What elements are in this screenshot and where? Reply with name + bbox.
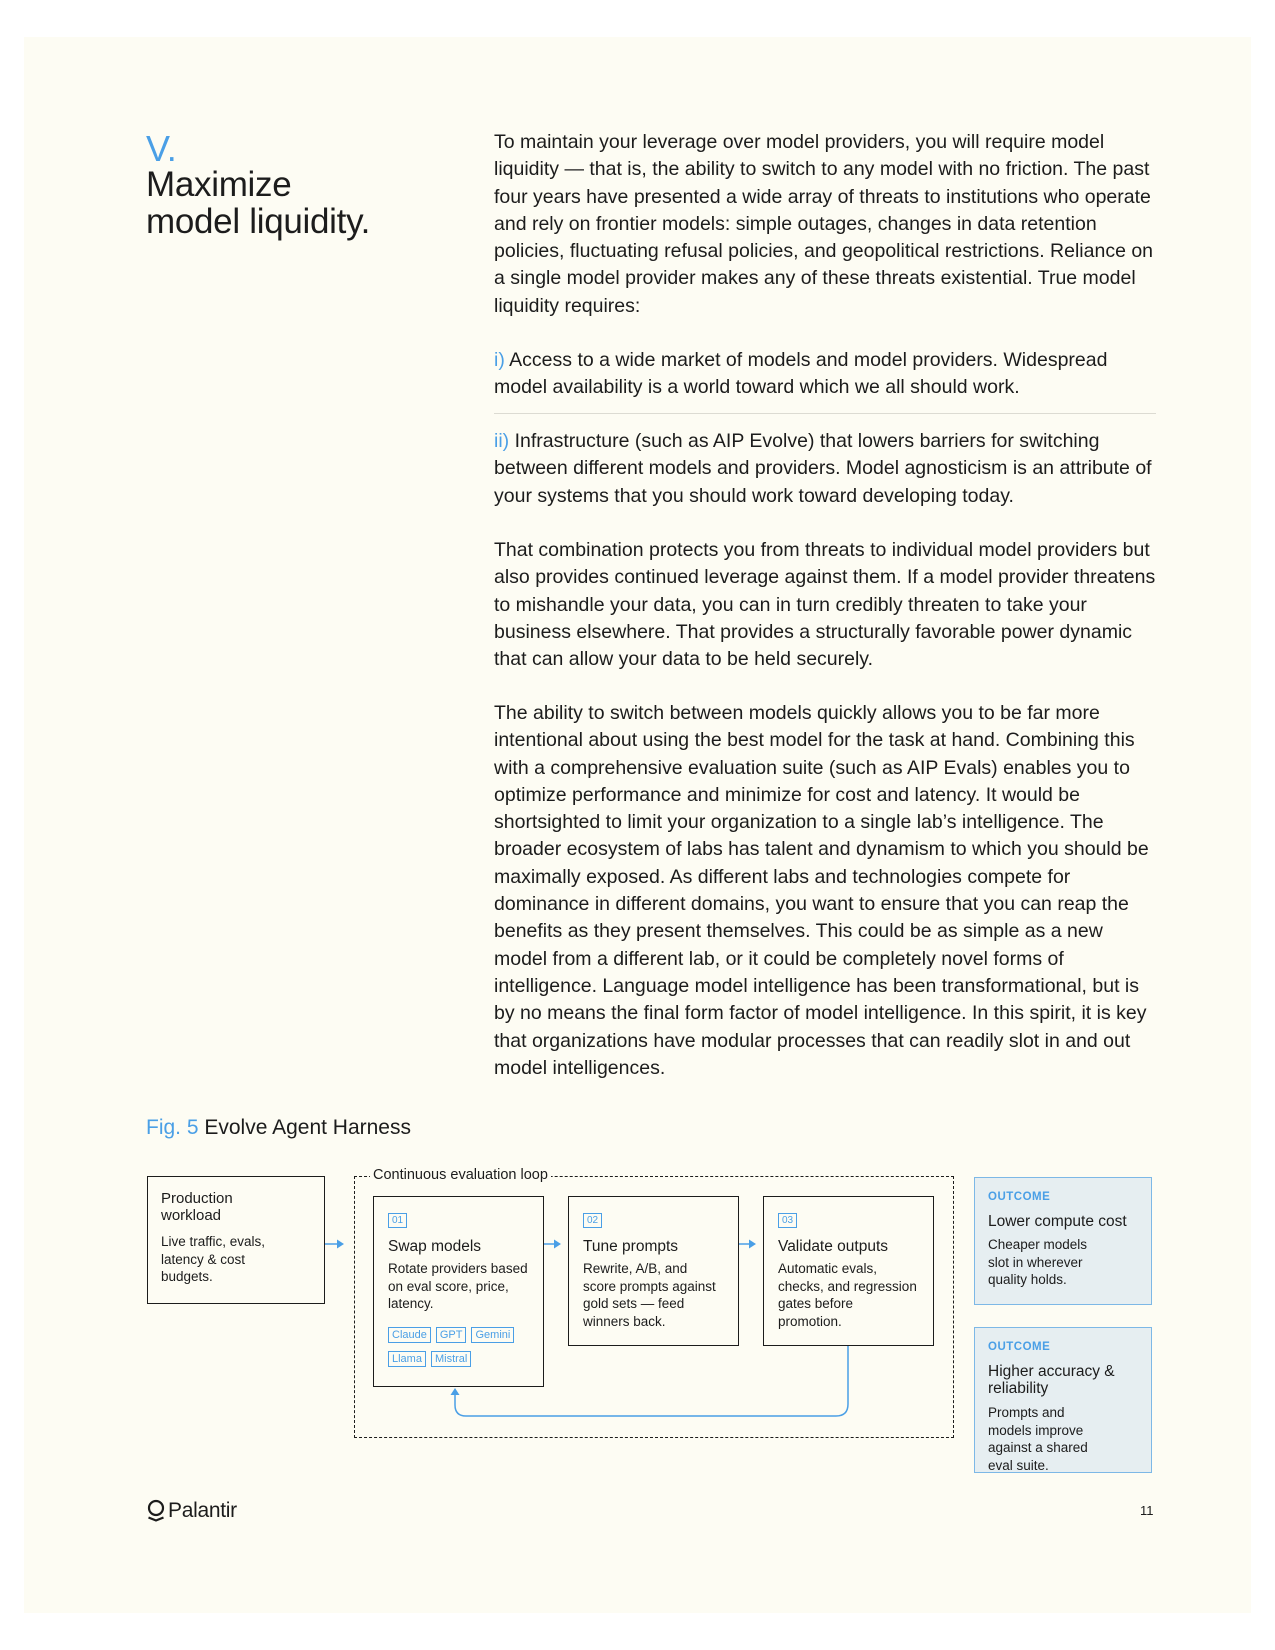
outcome-label: OUTCOME [988,1341,1051,1353]
step-box-tune-prompts [568,1196,739,1346]
model-chip-list [388,1325,538,1373]
outcome-box-accuracy [974,1327,1152,1473]
list-marker-2: ii) [494,430,510,452]
step-title: Tune prompts [583,1238,679,1255]
figure-caption: Evolve Agent Harness [204,1116,411,1139]
production-workload-box [147,1176,325,1304]
outcome-box-cost [974,1177,1152,1305]
production-text: Live traffic, evals, latency & cost budgets. [161,1234,266,1284]
list-item-2 [494,428,1156,510]
model-chip: Llama [388,1351,426,1367]
divider [494,413,1156,414]
step-title: Validate outputs [778,1238,889,1255]
outcome-title: Lower compute cost [988,1213,1127,1230]
palantir-logo [146,1498,237,1524]
section-title-line2: model liquidity. [146,202,371,241]
step-number: 01 [388,1213,407,1228]
logo-text: Palantir [168,1499,237,1522]
model-chip: Mistral [431,1351,471,1367]
outcome-text: Prompts and models improve against a shared eval suite. [988,1405,1088,1473]
evaluation-loop-label: Continuous evaluation loop [370,1166,551,1184]
model-chip: Gemini [471,1327,514,1343]
production-title: Production workload [161,1190,233,1224]
model-chip: Claude [388,1327,431,1343]
paragraph-3: That combination protects you from threats to individual model providers but also provides continued leverage against them. If a model provider threatens to mishandle your data, you can in turn credibly threaten to take your business elsewhere. That provides a structurally favorable power dynamic that can allow your data to be held securely. [494,539,1156,671]
page-number: 11 [1140,1503,1154,1518]
section-title-line1: Maximize [146,165,292,204]
list-item-1 [494,347,1156,402]
step-text: Rotate providers based on eval score, price, latency. [388,1261,528,1311]
figure-title [146,1115,411,1141]
section-number: V. [146,128,177,169]
outcome-title: Higher accuracy & reliability [988,1363,1115,1397]
step-box-swap-models [373,1196,544,1387]
model-chip: GPT [436,1327,467,1343]
intro-paragraph: To maintain your leverage over model providers, you will require model liquidity — that is, the ability to switch to any model with no friction. The past four years have presented a wide array of threats to institutions who operate and rely on frontier models: simple outages, changes in data retention policies, fluctuating refusal policies, and geopolitical restrictions. Reliance on a single model provider makes any of these threats existential. True model liquidity requires: [494,131,1154,317]
figure-label: Fig. 5 [146,1116,199,1139]
step-number: 03 [778,1213,797,1228]
list-marker-1: i) [494,349,505,371]
outcome-text: Cheaper models slot in wherever quality holds. [988,1237,1088,1287]
list-item-2-text: Infrastructure (such as AIP Evolve) that lowers barriers for switching between different models and providers. Model agnosticism is an attribute of your systems that you should work toward developing today. [494,430,1152,507]
paragraph-4: The ability to switch between models quickly allows you to be far more intentional about using the best model for the task at hand. Combining this with a comprehensive evaluation suite (such as AIP Evals) enables you to optimize performance and minimize for cost and latency. It would be shortsighted to limit your organization to a single lab’s intelligence. The broader ecosystem of labs has talent and dynamism to which you should be maximally exposed. As different labs and technologies compete for dominance in different domains, you want to ensure that you can reap the benefits as they present themselves. This could be as simple as a new model from a different lab, or it could be completely novel forms of intelligence. Language model intelligence has been transformational, but is by no means the final form factor of model intelligence. In this spirit, it is key that organizations have modular processes that can readily slot in and out model intelligences. [494,702,1149,1079]
section-title [146,166,370,240]
list-item-1-text: Access to a wide market of models and model providers. Widespread model availability is a world toward which we all should work. [494,349,1108,399]
step-box-validate-outputs [763,1196,934,1346]
step-text: Rewrite, A/B, and score prompts against gold sets — feed winners back. [583,1261,716,1329]
step-number: 02 [583,1213,602,1228]
step-text: Automatic evals, checks, and regression gates before promotion. [778,1261,917,1329]
palantir-logo-icon [146,1499,166,1523]
outcome-label: OUTCOME [988,1191,1051,1203]
step-title: Swap models [388,1238,482,1255]
